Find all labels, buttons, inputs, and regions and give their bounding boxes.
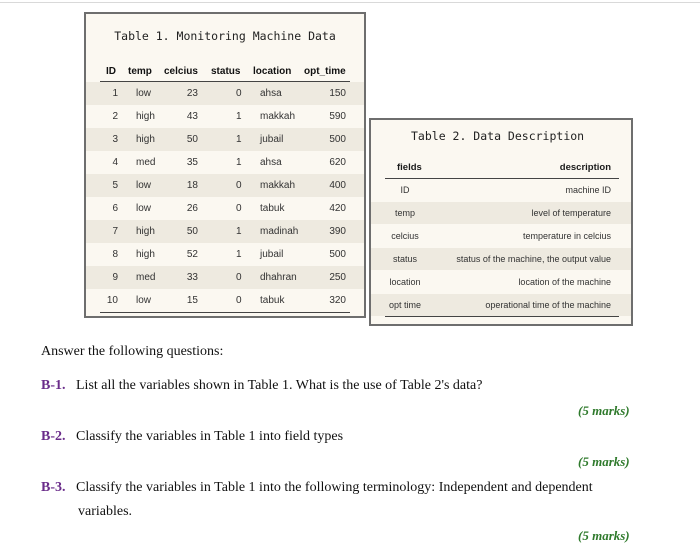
cell-id: 2 — [112, 111, 118, 122]
cell-temp: low — [136, 295, 152, 306]
cell-location: madinah — [260, 226, 299, 237]
table-row — [86, 197, 364, 220]
cell-status: 1 — [236, 111, 242, 122]
cell-celcius: 52 — [186, 249, 198, 260]
cell-status: 0 — [236, 88, 242, 99]
question-b2 — [41, 429, 343, 445]
cell-temp: med — [136, 157, 156, 168]
cell-status: 0 — [236, 180, 242, 191]
table-row — [86, 243, 364, 266]
cell-celcius: 33 — [186, 272, 198, 283]
header-opt-time: opt_time — [304, 66, 346, 77]
table-row — [86, 151, 364, 174]
cell-field: status — [392, 254, 417, 264]
cell-id: 3 — [112, 134, 118, 145]
cell-temp: med — [136, 272, 156, 283]
cell-description: operational time of the machine — [485, 300, 611, 310]
cell-id: 9 — [112, 272, 118, 283]
cell-temp: high — [136, 111, 155, 122]
cell-opt-time: 500 — [329, 134, 346, 145]
cell-id: 4 — [112, 157, 118, 168]
cell-temp: low — [136, 180, 152, 191]
table-2-header — [371, 160, 631, 176]
cell-description: level of temperature — [531, 208, 611, 218]
table-row — [371, 179, 631, 201]
table-row — [86, 82, 364, 105]
cell-field: ID — [400, 185, 410, 195]
cell-celcius: 43 — [186, 111, 198, 122]
cell-temp: high — [136, 226, 155, 237]
cell-opt-time: 390 — [329, 226, 346, 237]
cell-opt-time: 150 — [329, 88, 346, 99]
table-row — [86, 220, 364, 243]
cell-status: 0 — [236, 203, 242, 214]
cell-location: jubail — [260, 249, 284, 260]
header-id: ID — [106, 66, 116, 77]
cell-location: makkah — [260, 111, 296, 122]
cell-field: opt time — [388, 300, 421, 310]
table-row — [86, 128, 364, 151]
instructions: Answer the following questions: — [41, 344, 224, 359]
table-row — [371, 294, 631, 316]
header-status: status — [211, 66, 241, 77]
question-b3-marks: (5 marks) — [578, 528, 630, 543]
cell-location: ahsa — [260, 157, 282, 168]
cell-opt-time: 590 — [329, 111, 346, 122]
question-b3-label: B-3. — [41, 480, 66, 495]
table-2-bottom-rule — [385, 316, 619, 317]
table-2-title: Table 2. Data Description — [411, 129, 585, 143]
cell-id: 10 — [106, 295, 118, 306]
cell-opt-time: 620 — [329, 157, 346, 168]
question-b2-label: B-2. — [41, 429, 66, 444]
question-b2-text: Classify the variables in Table 1 into field types — [76, 429, 344, 444]
cell-celcius: 18 — [186, 180, 198, 191]
header-location: location — [253, 66, 292, 77]
cell-id: 8 — [112, 249, 118, 260]
header-celcius: celcius — [164, 66, 198, 77]
table-1-bottom-rule — [100, 312, 350, 313]
cell-status: 0 — [236, 295, 242, 306]
cell-opt-time: 320 — [329, 295, 346, 306]
table-2 — [369, 118, 633, 326]
table-1-header — [86, 64, 364, 80]
cell-location: tabuk — [260, 295, 285, 306]
table-1 — [84, 12, 366, 318]
cell-temp: low — [136, 88, 152, 99]
cell-opt-time: 500 — [329, 249, 346, 260]
cell-status: 1 — [236, 134, 242, 145]
cell-status: 1 — [236, 157, 242, 168]
question-b1-label: B-1. — [41, 378, 66, 393]
cell-location: jubail — [260, 134, 284, 145]
cell-temp: high — [136, 249, 155, 260]
cell-opt-time: 250 — [329, 272, 346, 283]
question-b2-marks: (5 marks) — [578, 454, 630, 469]
cell-opt-time: 400 — [329, 180, 346, 191]
cell-id: 1 — [112, 88, 118, 99]
cell-field: location — [389, 277, 421, 287]
table-row — [371, 271, 631, 293]
cell-description: location of the machine — [518, 277, 611, 287]
cell-opt-time: 420 — [329, 203, 346, 214]
cell-celcius: 15 — [186, 295, 198, 306]
question-b1-marks: (5 marks) — [578, 403, 630, 418]
cell-field: temp — [394, 208, 415, 218]
cell-location: ahsa — [260, 88, 282, 99]
cell-status: 1 — [236, 249, 242, 260]
table-row — [86, 266, 364, 289]
table-row — [86, 289, 364, 312]
cell-celcius: 35 — [186, 157, 198, 168]
question-b3-text: Classify the variables in Table 1 into the following terminology: Independent and dependent — [76, 480, 593, 495]
header-fields: fields — [397, 162, 422, 173]
question-b3-continuation: variables. — [78, 504, 133, 519]
cell-id: 7 — [112, 226, 118, 237]
cell-celcius: 26 — [186, 203, 198, 214]
top-divider — [0, 2, 700, 3]
cell-location: tabuk — [260, 203, 285, 214]
table-row — [86, 105, 364, 128]
cell-location: dhahran — [260, 272, 297, 283]
header-temp: temp — [128, 66, 152, 77]
question-b3 — [41, 480, 593, 496]
question-b1 — [41, 378, 482, 394]
cell-temp: low — [136, 203, 152, 214]
cell-status: 0 — [236, 272, 242, 283]
cell-status: 1 — [236, 226, 242, 237]
table-1-title: Table 1. Monitoring Machine Data — [114, 29, 336, 43]
cell-description: temperature in celcius — [522, 231, 611, 241]
cell-location: makkah — [260, 180, 296, 191]
cell-celcius: 50 — [186, 134, 198, 145]
cell-description: status of the machine, the output value — [456, 254, 611, 264]
table-row — [86, 174, 364, 197]
cell-celcius: 50 — [186, 226, 198, 237]
cell-description: machine ID — [565, 185, 611, 195]
cell-field: celcius — [391, 231, 419, 241]
table-row — [371, 225, 631, 247]
question-b1-text: List all the variables shown in Table 1. What is the use of Table 2's data? — [76, 378, 483, 393]
table-row — [371, 248, 631, 270]
cell-id: 5 — [112, 180, 118, 191]
header-description: description — [559, 162, 611, 173]
cell-temp: high — [136, 134, 155, 145]
cell-celcius: 23 — [186, 88, 198, 99]
table-row — [371, 202, 631, 224]
cell-id: 6 — [112, 203, 118, 214]
